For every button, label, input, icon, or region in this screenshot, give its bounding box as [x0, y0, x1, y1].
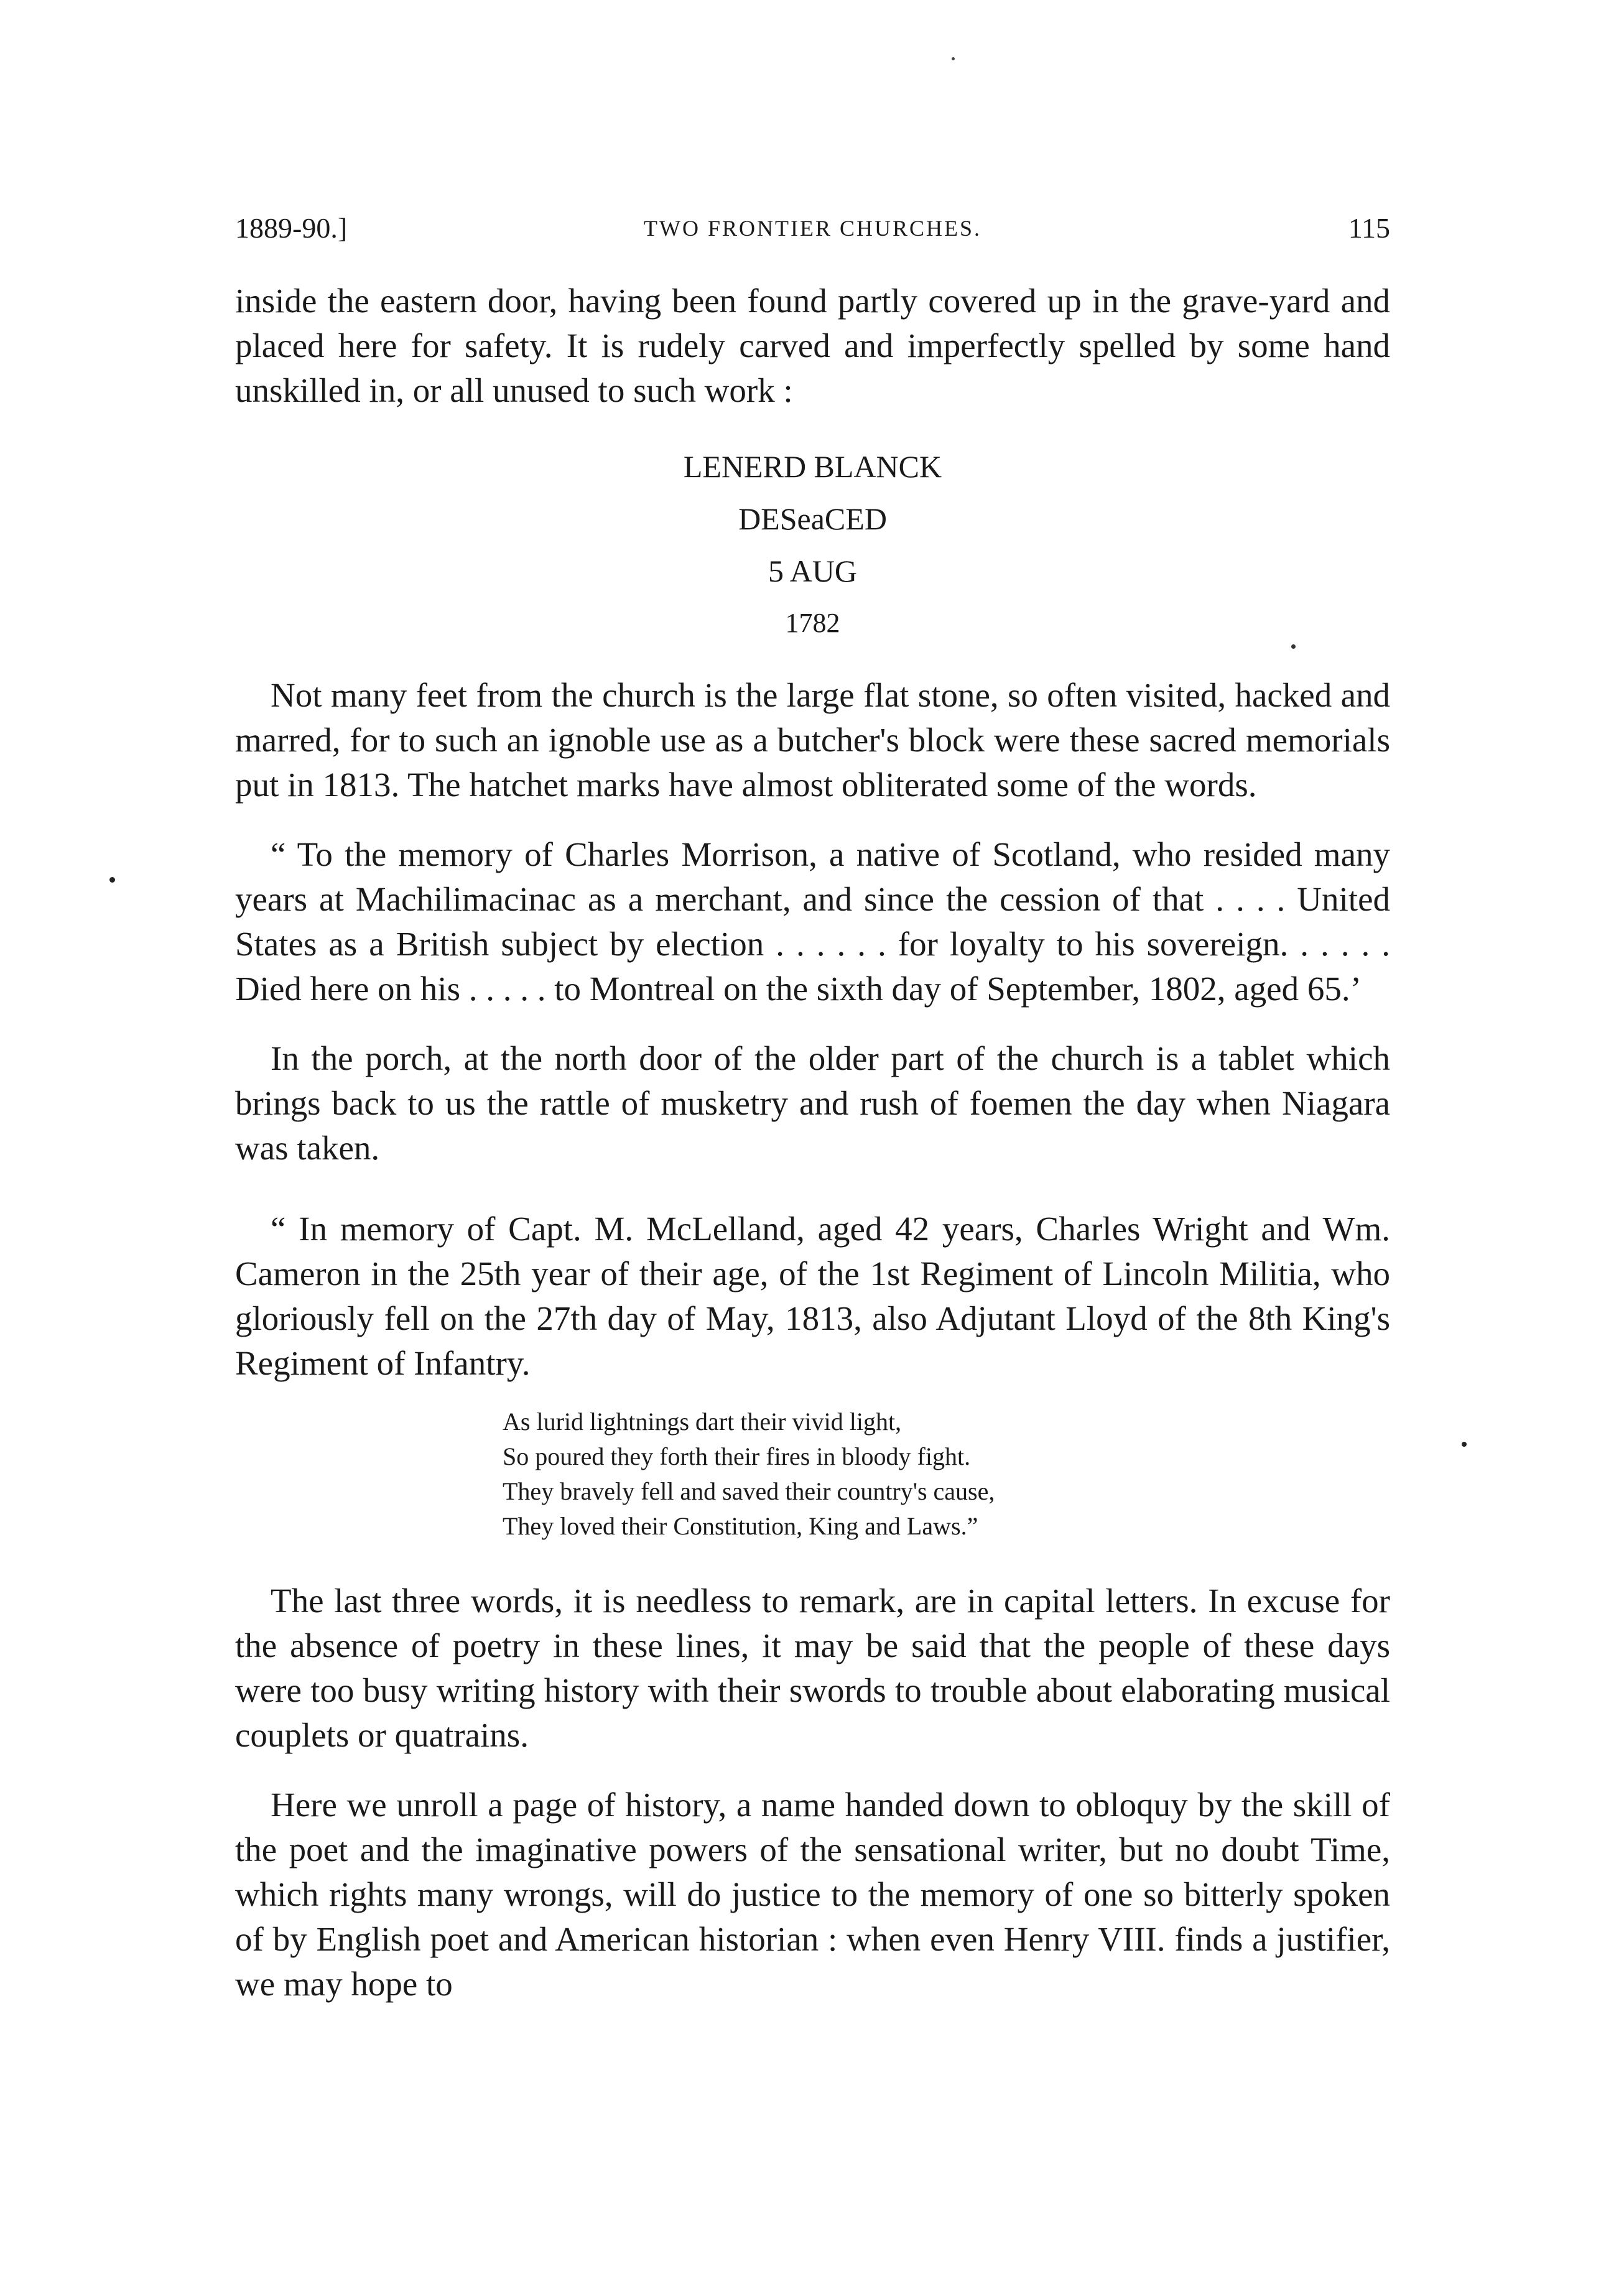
inscription-name: LENERD BLANCK: [683, 449, 942, 484]
inscription-date: 5 AUG: [768, 554, 858, 588]
paragraph-page-of-history: Here we unroll a page of history, a name handed down to obloquy by the skill of the poet and the imaginative powers of the sensational writer, but no doubt Time, which rights many wrongs, will do justice to the memory of one so bitterly spoken of by English poet and American historian : when even Henry VIII. finds a justifier, we may hope to: [235, 1786, 1390, 2003]
tablet-verse: [503, 1404, 1390, 1544]
paragraph-porch-tablet: In the porch, at the north door of the older part of the church is a tablet which brings back to us the rattle of musketry and rush of foemen the day when Niagara was taken.: [235, 1039, 1390, 1167]
gravestone-inscription: [235, 440, 1390, 649]
paragraph-continuation: inside the eastern door, having been found partly covered up in the grave-yard and placed here for safety. It is rudely carved and imperfectly spelled by some hand unskilled in, or all unused to such work :: [235, 282, 1390, 409]
verse-line: So poured they forth their fires in bloody fight.: [503, 1442, 971, 1470]
paragraph-mclelland-inscription: “ In memory of Capt. M. McLelland, aged 42 years, Charles Wright and Wm. Cameron in the 25th year of their age, of the 1st Regiment of Lincoln Militia, who gloriously fell on the 27th day of May, 1813, also Adjutant Lloyd of the 8th King's Regiment of Infantry.: [235, 1210, 1390, 1382]
page-number: 115: [1348, 212, 1390, 244]
print-speck: [952, 57, 955, 60]
verse-line: They bravely fell and saved their country's cause,: [503, 1477, 995, 1505]
chapter-title: TWO FRONTIER CHURCHES.: [643, 216, 982, 241]
inscription-deceased: DESeaCED: [738, 501, 887, 536]
margin-speck: [109, 877, 115, 883]
margin-speck: [1462, 1442, 1467, 1447]
running-head: [235, 211, 1390, 261]
paragraph-flat-stone: Not many feet from the church is the large flat stone, so often visited, hacked and marred, for to such an ignoble use as a butcher's block were these sacred memorials put in 1813. The hatchet marks have almost obliterated some of the words.: [235, 676, 1390, 804]
verse-line: As lurid lightnings dart their vivid light,: [503, 1408, 902, 1436]
print-speck: [1291, 644, 1296, 649]
volume-years: 1889-90.]: [235, 212, 348, 244]
verse-line: They loved their Constitution, King and Laws.”: [503, 1512, 978, 1540]
inscription-year: 1782: [785, 608, 840, 638]
page-body: [235, 279, 1390, 2007]
paragraph-capital-letters: The last three words, it is needless to remark, are in capital letters. In excuse for the absence of poetry in these lines, it may be said that the people of these days were too busy writing history with their swords to trouble about elaborating musical couplets or quatrains.: [235, 1582, 1390, 1754]
paragraph-morrison-inscription: “ To the memory of Charles Morrison, a native of Scotland, who resided many years at Machilimacinac as a merchant, and since the cession of that . . . . United States as a British subject by election . . . . . . for loyalty to his sovereign. . . . . . Died here on his . . . . . to Montreal on the sixth day of September, 1802, aged 65.’: [235, 835, 1390, 1008]
